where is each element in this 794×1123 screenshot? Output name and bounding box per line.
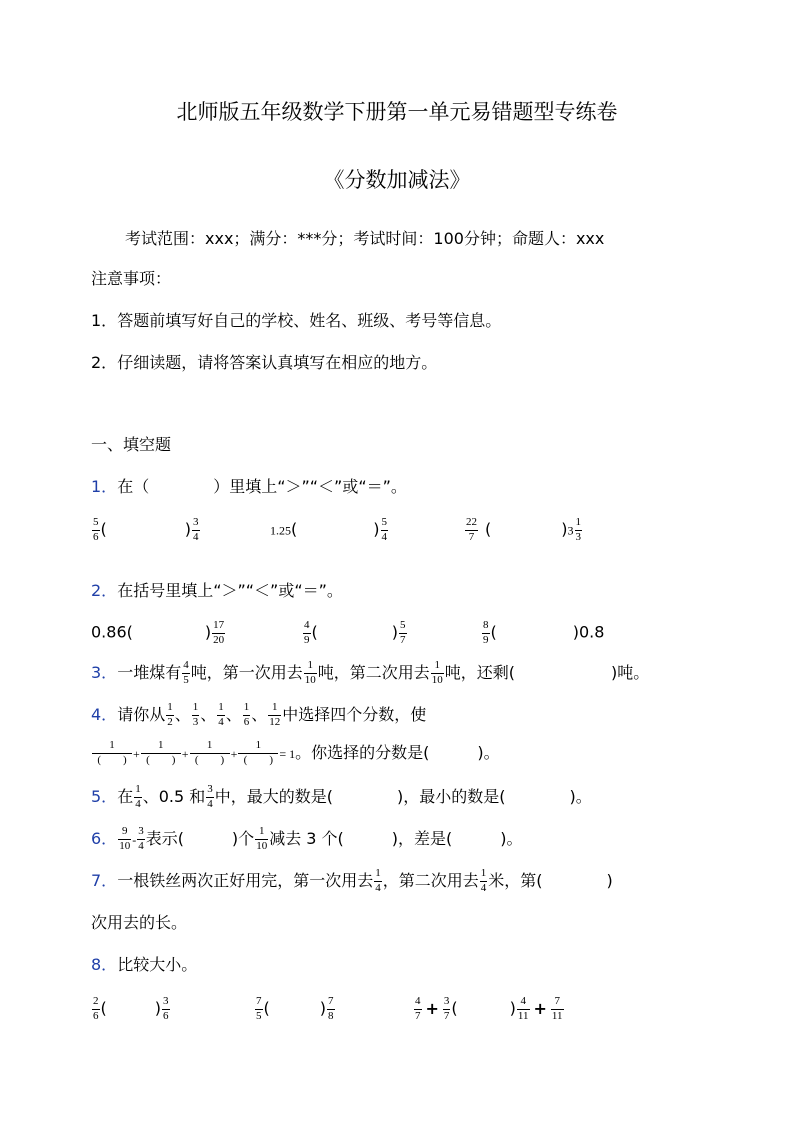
question-number: 7． — [91, 871, 118, 890]
answer-blank-open[interactable]: ( — [100, 519, 107, 539]
fraction: $\frac{5}{4}$ — [381, 516, 387, 543]
fraction: $\frac{1}{3}$ — [192, 701, 199, 728]
q8-item-b: $\frac{7}{5}$ ( ) $\frac{7}{8}$ — [256, 995, 334, 1022]
fraction: $\frac{3}{6}$ — [163, 995, 169, 1022]
fraction-blank[interactable]: $\frac{1}{( )}$ — [141, 740, 181, 766]
fraction: $\frac{3}{4}$ — [193, 516, 199, 543]
fraction: $\frac{3}{4}$ — [207, 783, 213, 810]
fraction: $\frac{4}{9}$ — [304, 619, 310, 646]
question-1 — [91, 474, 407, 497]
question-number: 8． — [91, 955, 118, 974]
fraction: $\frac{8}{9}$ — [483, 619, 489, 646]
answer-blank-open[interactable]: ( — [311, 622, 318, 642]
q1-item-a: $\frac{5}{6}$ ( ) $\frac{3}{4}$ — [93, 516, 199, 543]
fraction: $\frac{1}{12}$ — [269, 701, 281, 728]
page-title: 北师版五年级数学下册第一单元易错题型专练卷 — [176, 100, 618, 124]
fraction: $\frac{1}{6}$ — [243, 701, 250, 728]
fraction-blank[interactable]: $\frac{1}{( )}$ — [92, 740, 132, 766]
answer-blank-open[interactable]: ( — [485, 519, 492, 539]
note-text: 仔细读题，请将答案认真填写在相应的地方。 — [117, 353, 438, 372]
fraction: $\frac{17}{20}$ — [213, 619, 225, 646]
q4-equation: $\frac{1}{( )}$ + $\frac{1}{( )}$ + $\frac{1}{( )}$ + $\frac{1}{( )}$ = 1。你选择的分数是( )。 — [91, 740, 500, 767]
q2-item-c: $\frac{8}{9}$ ( )0.8 — [483, 619, 605, 646]
answer-blank-open[interactable]: ( — [291, 519, 298, 539]
question-8 — [91, 952, 197, 975]
question-number: 3． — [91, 663, 118, 682]
q1-item-c: $\frac{22}{7}$ ( )3 $\frac{1}{3}$ — [466, 516, 581, 543]
fraction: $\frac{5}{7}$ — [400, 619, 406, 646]
question-4: 4．请你从 $\frac{1}{2}$ 、 $\frac{1}{3}$ 、 $\frac{1}{4}$ 、 $\frac{1}{6}$ 、 $\frac{1}{12}$ 中选择四个分数，使 — [91, 701, 427, 728]
q2-item-a: 0.86( ) $\frac{17}{20}$ — [91, 619, 225, 646]
question-2 — [91, 578, 343, 601]
answer-blank-open[interactable]: ( — [490, 622, 497, 642]
fraction: $\frac{5}{6}$ — [93, 516, 99, 543]
q8-item-a: $\frac{2}{6}$ ( ) $\frac{3}{6}$ — [93, 995, 169, 1022]
fraction: $\frac{1}{4}$ — [480, 867, 487, 894]
q2-item-b: $\frac{4}{9}$ ( ) $\frac{5}{7}$ — [304, 619, 406, 646]
question-number: 5． — [91, 787, 118, 806]
q1-item-b: 1.25( ) $\frac{5}{4}$ — [270, 516, 387, 543]
section-heading: 一、填空题 — [91, 435, 172, 454]
note-item — [91, 308, 501, 331]
note-text: 答题前填写好自己的学校、姓名、班级、考号等信息。 — [117, 311, 502, 330]
question-text: 在（ ）里填上“＞”“＜”或“＝”。 — [117, 477, 407, 496]
fraction: $\frac{1}{2}$ — [167, 701, 173, 728]
fraction: $\frac{4}{5}$ — [183, 659, 189, 686]
question-number: 1． — [91, 477, 118, 496]
fraction: $\frac{7}{11}$ — [551, 995, 563, 1022]
fraction: $\frac{1}{10}$ — [256, 825, 268, 852]
fraction: $\frac{3}{4}$ — [138, 825, 144, 852]
question-5: 5．在 $\frac{1}{4}$ 、0.5 和 $\frac{3}{4}$ 中，最大的数是( )，最小的数是( )。 — [91, 783, 592, 810]
page-subtitle: 《分数加减法》 — [323, 168, 471, 192]
answer-blank[interactable]: 。你选择的分数是( )。 — [295, 743, 500, 762]
answer-blank-open[interactable]: 0.86( — [91, 622, 133, 642]
answer-blank-open[interactable]: ( — [451, 998, 458, 1018]
question-3: 3．一堆煤有 $\frac{4}{5}$ 吨，第一次用去 $\frac{1}{10}$ 吨，第二次用去 $\frac{1}{10}$ 吨，还剩( )吨。 — [91, 659, 650, 686]
fraction: $\frac{1}{3}$ — [575, 516, 581, 543]
answer-blank[interactable]: 表示( )个 — [145, 829, 255, 848]
fraction: $\frac{4}{7}$ — [415, 995, 421, 1022]
fraction: $\frac{7}{5}$ — [256, 995, 262, 1022]
fraction: $\frac{1}{4}$ — [135, 783, 141, 810]
q8-item-c: $\frac{4}{7}$ + $\frac{3}{7}$ ( ) $\frac{4}{11}$ + $\frac{7}{11}$ — [415, 995, 563, 1022]
fraction: $\frac{1}{4}$ — [218, 701, 224, 728]
answer-blank[interactable]: 米，第( ) — [488, 871, 613, 890]
question-number: 6． — [91, 829, 118, 848]
question-7: 7．一根铁丝两次正好用完，第一次用去 $\frac{1}{4}$ ，第二次用去 $\frac{1}{4}$ 米，第( ) — [91, 867, 613, 894]
answer-blank[interactable]: 吨，还剩( )吨。 — [444, 663, 650, 682]
fraction: $\frac{3}{7}$ — [443, 995, 450, 1022]
fraction: $\frac{1}{10}$ — [431, 659, 443, 686]
notes-heading: 注意事项： — [91, 269, 172, 288]
question-6: 6． $\frac{9}{10}$ - $\frac{3}{4}$ 表示( )个 $\frac{1}{10}$ 减去 3 个( )，差是( )。 — [91, 825, 523, 852]
fraction-blank[interactable]: $\frac{1}{( )}$ — [238, 740, 278, 766]
fraction: $\frac{1}{4}$ — [375, 867, 381, 894]
note-number: 2． — [91, 353, 118, 372]
question-text: 比较大小。 — [117, 955, 198, 974]
fraction: $\frac{22}{7}$ — [466, 516, 477, 543]
fraction: $\frac{2}{6}$ — [93, 995, 99, 1022]
answer-blank[interactable]: 减去 3 个( )，差是( )。 — [269, 829, 523, 848]
fraction: $\frac{4}{11}$ — [517, 995, 529, 1022]
note-number: 1． — [91, 311, 118, 330]
fraction: $\frac{1}{10}$ — [304, 659, 316, 686]
answer-blank-open[interactable]: ( — [263, 998, 270, 1018]
question-number: 2． — [91, 581, 118, 600]
fraction: $\frac{9}{10}$ — [119, 825, 131, 852]
question-number: 4． — [91, 705, 118, 724]
fraction: $\frac{7}{8}$ — [328, 995, 334, 1022]
exam-info: 考试范围：xxx；满分：***分；考试时间：100分钟；命题人：xxx — [125, 229, 605, 248]
q7-line2: 次用去的长。 — [91, 913, 188, 932]
fraction-blank[interactable]: $\frac{1}{( )}$ — [190, 740, 230, 766]
answer-blank-open[interactable]: ( — [100, 998, 107, 1018]
answer-blank[interactable]: 中，最大的数是( )，最小的数是( )。 — [214, 787, 592, 806]
question-text: 在括号里填上“＞”“＜”或“＝”。 — [117, 581, 343, 600]
note-item — [91, 350, 437, 373]
